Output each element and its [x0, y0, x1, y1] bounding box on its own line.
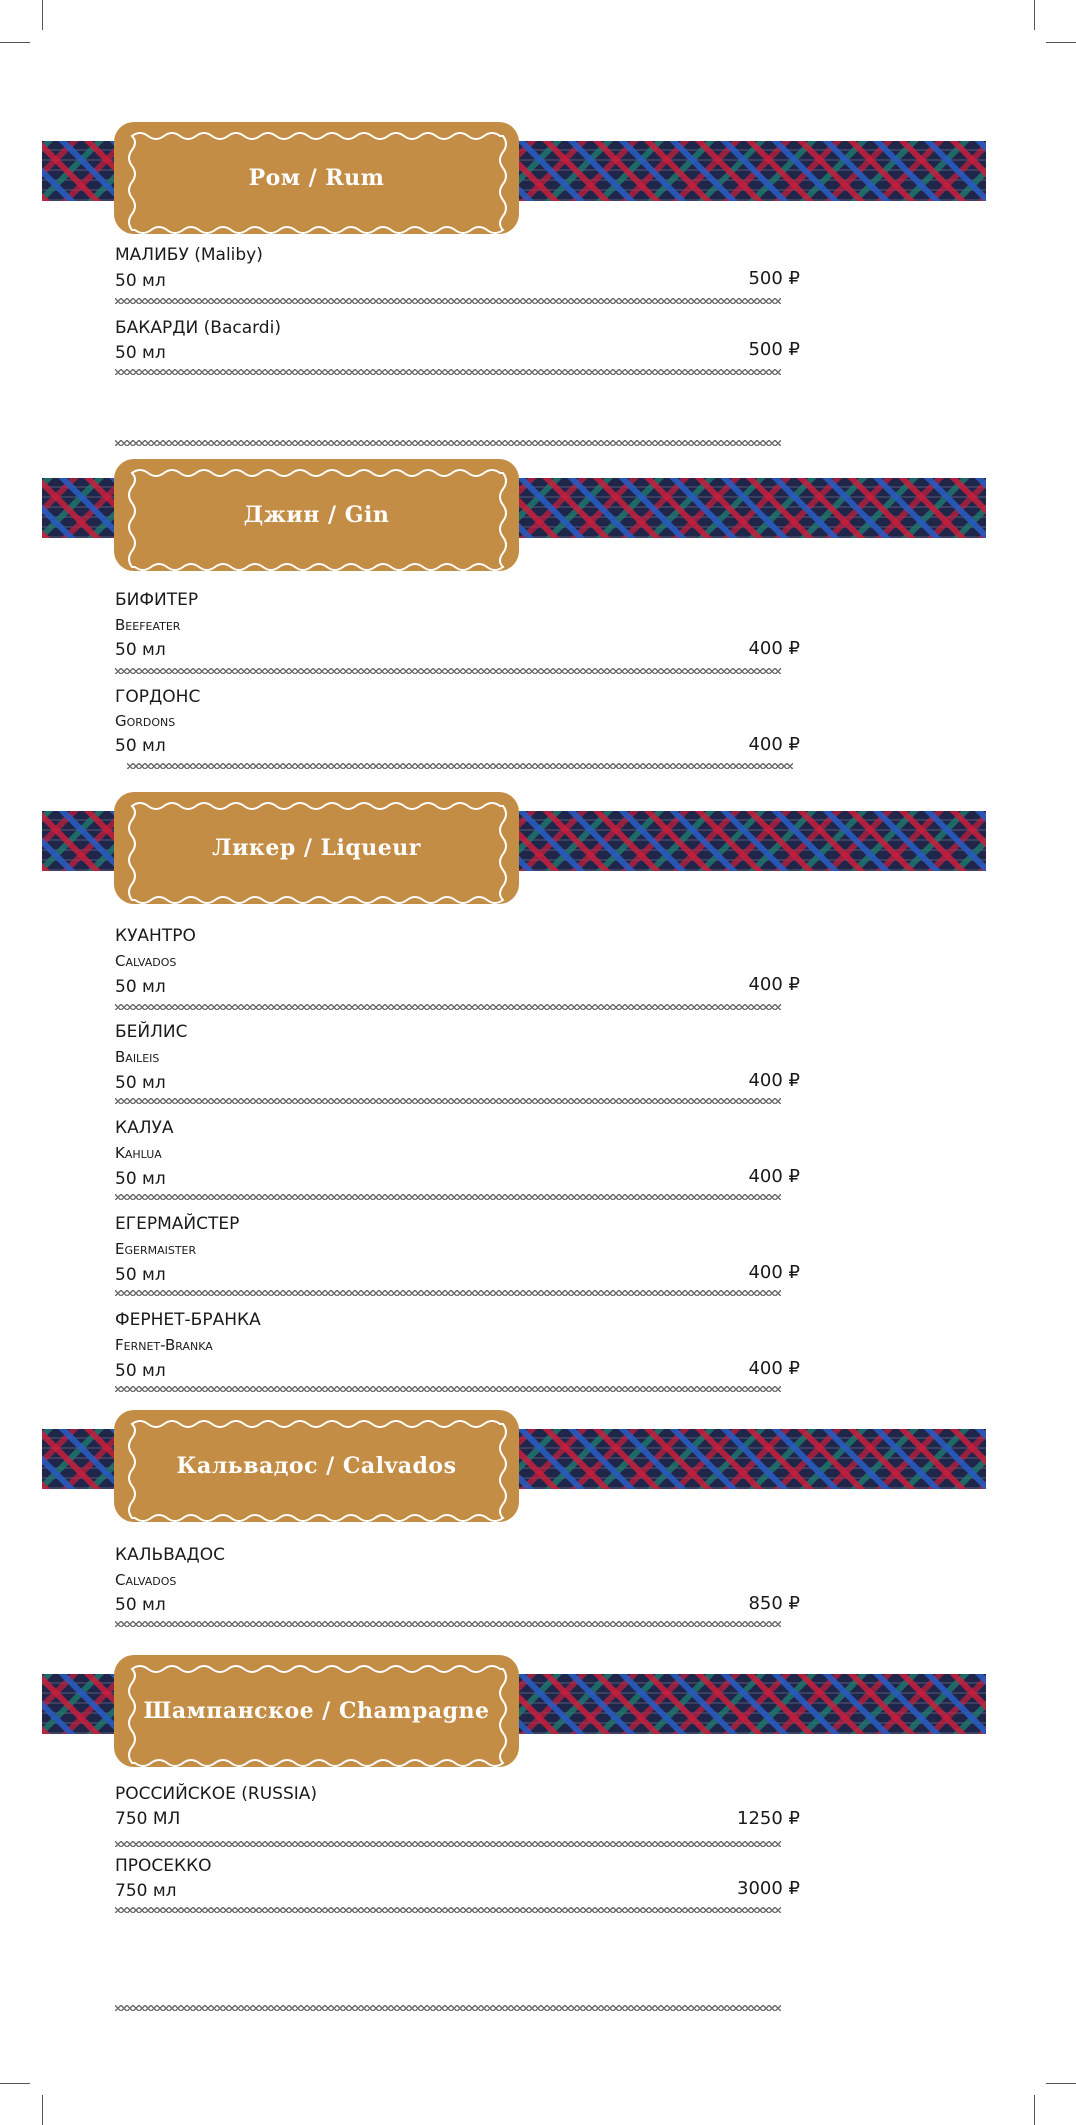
divider	[115, 1004, 781, 1010]
divider	[115, 1290, 781, 1296]
item-name: КУАНТРО	[115, 926, 196, 946]
crop-mark	[1034, 2095, 1035, 2125]
item-price: 500 ₽	[748, 339, 800, 360]
item-subtitle: Kahlua	[115, 1144, 162, 1162]
item-volume: 50 мл	[115, 271, 166, 291]
item-subtitle: Baileis	[115, 1048, 160, 1066]
item-name: БЕЙЛИС	[115, 1022, 188, 1042]
item-subtitle: Calvados	[115, 952, 177, 970]
item-price: 400 ₽	[748, 1262, 800, 1283]
divider	[115, 1194, 781, 1200]
item-price: 400 ₽	[748, 1166, 800, 1187]
item-name: БАКАРДИ (Bacardi)	[115, 318, 281, 338]
item-price: 3000 ₽	[737, 1878, 800, 1899]
item-price: 400 ₽	[748, 1358, 800, 1379]
item-volume: 50 мл	[115, 736, 166, 756]
crop-mark	[1046, 42, 1076, 43]
crop-mark	[1046, 2083, 1076, 2084]
item-name: ЕГЕРМАЙСТЕР	[115, 1214, 240, 1234]
item-volume: 50 мл	[115, 1595, 166, 1615]
divider	[115, 298, 781, 304]
section-title: Джин / Gin	[243, 502, 390, 528]
divider	[115, 1098, 781, 1104]
crop-mark	[1034, 0, 1035, 30]
item-volume: 50 мл	[115, 1361, 166, 1381]
section-title: Ром / Rum	[248, 165, 385, 191]
item-price: 400 ₽	[748, 734, 800, 755]
section-header-plate	[114, 459, 519, 571]
item-name: ПРОСЕККО	[115, 1856, 212, 1876]
divider	[115, 1386, 781, 1392]
item-subtitle: Gordons	[115, 712, 176, 730]
divider	[115, 369, 781, 375]
item-subtitle: Beefeater	[115, 616, 181, 634]
divider	[115, 1621, 781, 1627]
item-volume: 50 мл	[115, 1169, 166, 1189]
item-name: БИФИТЕР	[115, 590, 199, 610]
crop-mark	[0, 2083, 30, 2084]
item-volume: 50 мл	[115, 1073, 166, 1093]
item-price: 400 ₽	[748, 974, 800, 995]
section-header-plate	[114, 792, 519, 904]
crop-mark	[0, 42, 30, 43]
section-header-plate	[114, 1655, 519, 1767]
item-subtitle: Egermaister	[115, 1240, 197, 1258]
item-subtitle: Calvados	[115, 1571, 177, 1589]
item-name: МАЛИБУ (Maliby)	[115, 245, 263, 265]
section-title: Ликер / Liqueur	[212, 835, 421, 861]
item-volume: 50 мл	[115, 343, 166, 363]
divider	[115, 668, 781, 674]
item-name: КАЛЬВАДОС	[115, 1545, 225, 1565]
item-name: РОССИЙСКОЕ (RUSSIA)	[115, 1784, 318, 1804]
item-price: 850 ₽	[748, 1593, 800, 1614]
divider	[115, 440, 781, 446]
divider	[127, 763, 793, 769]
item-name: ФЕРНЕТ-БРАНКА	[115, 1310, 261, 1330]
item-price: 400 ₽	[748, 638, 800, 659]
divider	[115, 1841, 781, 1847]
item-price: 500 ₽	[748, 268, 800, 289]
item-volume: 50 мл	[115, 640, 166, 660]
section-title: Шампанское / Champagne	[143, 1698, 490, 1724]
crop-mark	[42, 2095, 43, 2125]
item-volume: 50 мл	[115, 1265, 166, 1285]
item-price: 400 ₽	[748, 1070, 800, 1091]
section-header-plate	[114, 122, 519, 234]
item-subtitle: Fernet-Branka	[115, 1336, 213, 1354]
section-header-plate	[114, 1410, 519, 1522]
divider	[115, 1907, 781, 1913]
section-title: Кальвадос / Calvados	[176, 1453, 457, 1479]
item-name: ГОРДОНС	[115, 687, 201, 707]
item-price: 1250 ₽	[737, 1808, 800, 1829]
divider	[115, 2005, 781, 2011]
item-volume: 50 мл	[115, 977, 166, 997]
item-volume: 750 мл	[115, 1881, 177, 1901]
item-name: КАЛУА	[115, 1118, 174, 1138]
item-volume: 750 МЛ	[115, 1809, 181, 1829]
crop-mark	[42, 0, 43, 30]
